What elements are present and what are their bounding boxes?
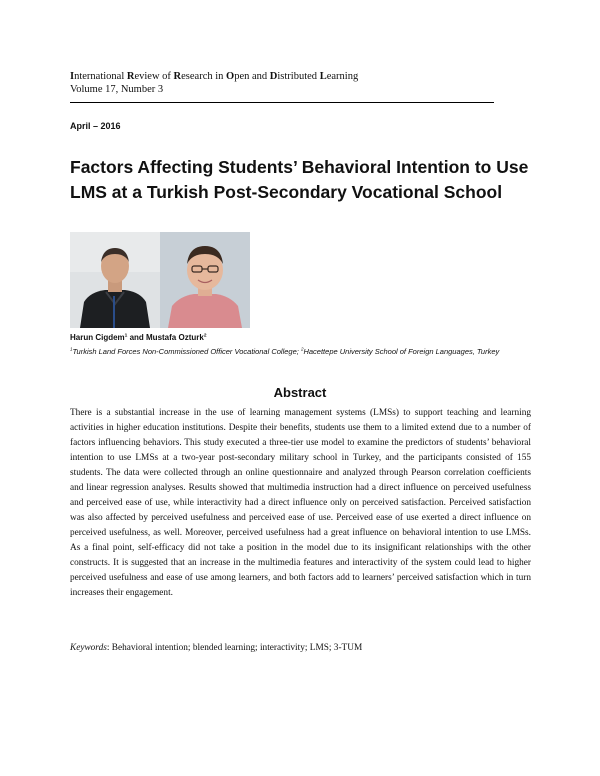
abstract-heading: Abstract: [273, 385, 327, 400]
affiliations: [70, 346, 530, 357]
keywords-text: Behavioral intention; blended learning; interactivity; LMS; 3-TUM: [111, 643, 363, 653]
journal-header: [70, 70, 358, 96]
journal-word-initial: L: [319, 71, 327, 82]
affiliation-text: Turkish Land Forces Non-Commissioned Officer Vocational College;: [72, 347, 301, 356]
affiliation-superscript: 2: [300, 346, 304, 352]
author-name: Harun Cigdem: [70, 333, 125, 342]
header-divider: [70, 102, 494, 103]
journal-name: [70, 70, 358, 83]
author-photos: [70, 232, 250, 328]
publication-date: April – 2016: [70, 121, 121, 131]
keywords-label: Keywords: [70, 643, 107, 653]
article-title: Factors Affecting Students’ Behavioral Intention to Use LMS at a Turkish Post-Secondary Vocational School: [70, 157, 529, 202]
journal-word-initial: I: [70, 71, 75, 82]
author-superscript: 2: [203, 333, 207, 339]
journal-word-rest: pen and: [234, 71, 270, 82]
author-conjunction: and: [127, 333, 147, 342]
author-line: [70, 333, 206, 342]
author-portrait-2: [160, 232, 250, 328]
journal-word-rest: esearch in: [181, 71, 227, 82]
journal-volume: Volume 17, Number 3: [70, 84, 164, 95]
journal-word-rest: nternational: [74, 71, 127, 82]
journal-word-rest: earning: [326, 71, 359, 82]
author-photo-1: [70, 232, 160, 328]
affiliation-superscript: 1: [70, 346, 73, 352]
author-photo-2: [160, 232, 250, 328]
journal-word-initial: R: [173, 71, 182, 82]
affiliation-text: Hacettepe University School of Foreign Languages, Turkey: [303, 347, 500, 356]
keywords-line: [70, 641, 531, 655]
journal-word-rest: istributed: [277, 71, 320, 82]
journal-word-initial: R: [126, 71, 135, 82]
abstract-body: There is a substantial increase in the use of learning management systems (LMSs) to support teaching and learning activities in higher education institutions. Despite their benefits, students use them to a limited extend due to a number of factors influencing behaviors. This study executed a three-tier use model to examine the predictors of students’ behavioral intention to use LMSs at a two-year post-secondary military school in Turkey, and the participants consisted of 155 students. The data were collected through an online questionnaire and analyzed through Pearson correlation coefficients and linear regression analyses. Results showed that multimedia instruction had a direct influence on perceived usefulness and perceived ease of use, while interactivity had a direct influence only on perceived satisfaction. Perceived satisfaction was also affected by perceived usefulness and perceived ease of use. Perceived ease of use exerted a direct influence on perceived usefulness, as well. Moreover, perceived usefulness had a great influence on behavioral intention to use LMSs. As a final point, self-efficacy did not take a position in the model due to its insignificant relationships with the other constructs. It is suggested that an increase in the multimedia features and interactivity of the system could lead to higher perceived usefulness and ease of use among learners, and both factors add to learners’ perceived satisfaction which in turn increases their engagement.: [70, 408, 531, 598]
author-superscript: 1: [124, 333, 128, 339]
author-portrait-1: [70, 232, 160, 328]
journal-word-initial: O: [226, 71, 235, 82]
journal-word-initial: D: [269, 71, 278, 82]
author-name: Mustafa Ozturk: [146, 333, 204, 342]
keywords-separator: :: [106, 643, 112, 653]
journal-word-rest: eview of: [134, 71, 174, 82]
